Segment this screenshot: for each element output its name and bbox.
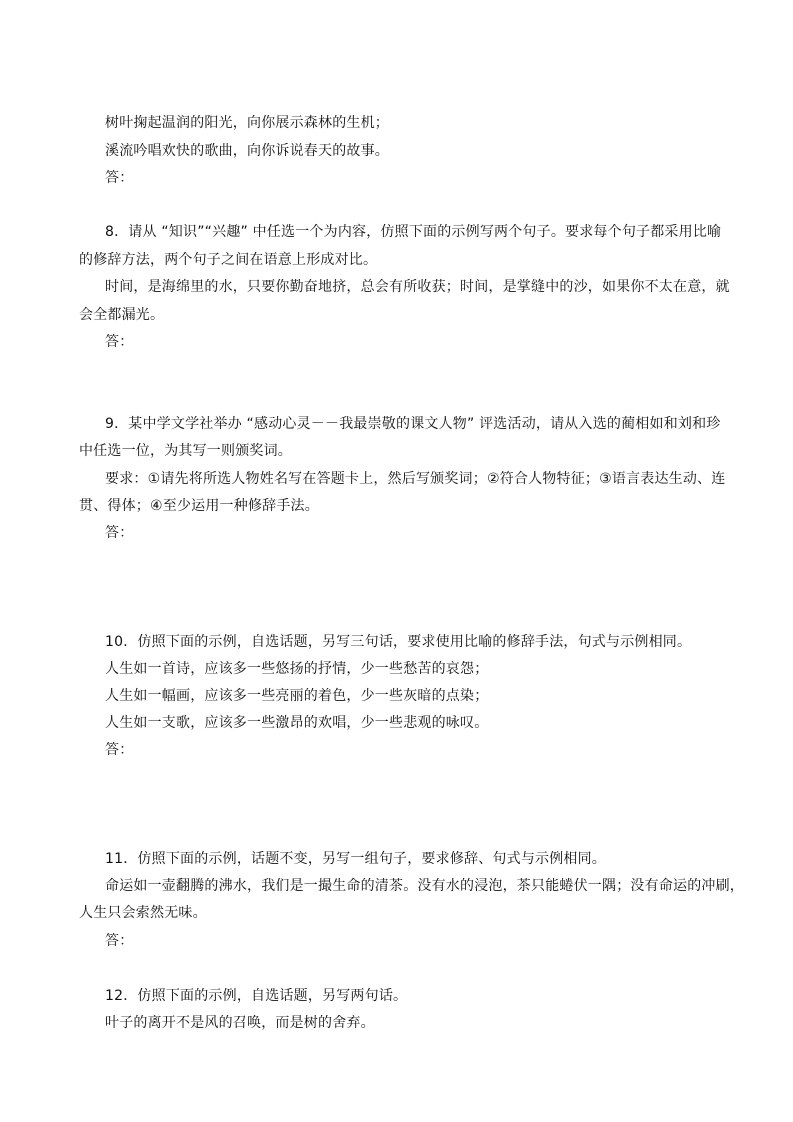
question-11-example-cont: 人生只会索然无味。 bbox=[79, 905, 207, 921]
question-12-example: 叶子的离开不是风的召唤，而是树的舍弃。 bbox=[105, 1015, 375, 1031]
answer-label: 答： bbox=[105, 933, 134, 949]
question-8-prompt-cont: 的修辞方法，两个句子之间在语意上形成对比。 bbox=[79, 252, 378, 268]
question-10-example: 人生如一支歌，应该多一些激昂的欢唱，少一些悲观的咏叹。 bbox=[105, 715, 489, 731]
question-9-requirements-cont: 贯、得体；④至少运用一种修辞手法。 bbox=[79, 498, 319, 514]
answer-label: 答： bbox=[105, 334, 134, 350]
question-12-prompt: 12．仿照下面的示例，自选话题，另写两句话。 bbox=[105, 988, 408, 1004]
question-10-prompt: 10．仿照下面的示例，自选话题，另写三句话，要求使用比喻的修辞手法，句式与示例相同。 bbox=[105, 634, 692, 650]
question-11-prompt: 11．仿照下面的示例，话题不变，另写一组句子，要求修辞、句式与示例相同。 bbox=[105, 851, 607, 867]
question-8-example-cont: 会全都漏光。 bbox=[79, 307, 165, 323]
question-9-prompt-cont: 中任选一位，为其写一则颁奖词。 bbox=[79, 443, 292, 459]
answer-label: 答： bbox=[105, 525, 134, 541]
question-9-requirements: 要求：①请先将所选人物姓名写在答题卡上，然后写颁奖词；②符合人物特征；③语言表达生动、连 bbox=[105, 471, 726, 487]
answer-label: 答： bbox=[105, 170, 134, 186]
answer-label: 答： bbox=[105, 742, 134, 758]
question-10-example: 人生如一幅画，应该多一些亮丽的着色，少一些灰暗的点染； bbox=[105, 688, 489, 704]
question-9-prompt: 9．某中学文学社举办 “感动心灵－－我最崇敬的课文人物” 评选活动，请从入选的蔺相如和刘和珍 bbox=[105, 416, 721, 432]
question-8-example: 时间，是海绵里的水，只要你勤奋地挤，总会有所收获；时间，是掌缝中的沙，如果你不太在意，就 bbox=[105, 279, 730, 295]
question-8-prompt: 8．请从 “知识”“兴趣” 中任选一个为内容，仿照下面的示例写两个句子。要求每个句子都采用比喻 bbox=[105, 224, 722, 240]
example-line: 溪流吟唱欢快的歌曲，向你诉说春天的故事。 bbox=[105, 143, 389, 159]
question-11-example: 命运如一壶翻腾的沸水，我们是一撮生命的清茶。没有水的浸泡，茶只能蜷伏一隅；没有命运的冲刷， bbox=[105, 878, 744, 894]
example-line: 树叶掬起温润的阳光，向你展示森林的生机； bbox=[105, 115, 389, 131]
question-10-example: 人生如一首诗，应该多一些悠扬的抒情，少一些愁苦的哀怨； bbox=[105, 661, 489, 677]
